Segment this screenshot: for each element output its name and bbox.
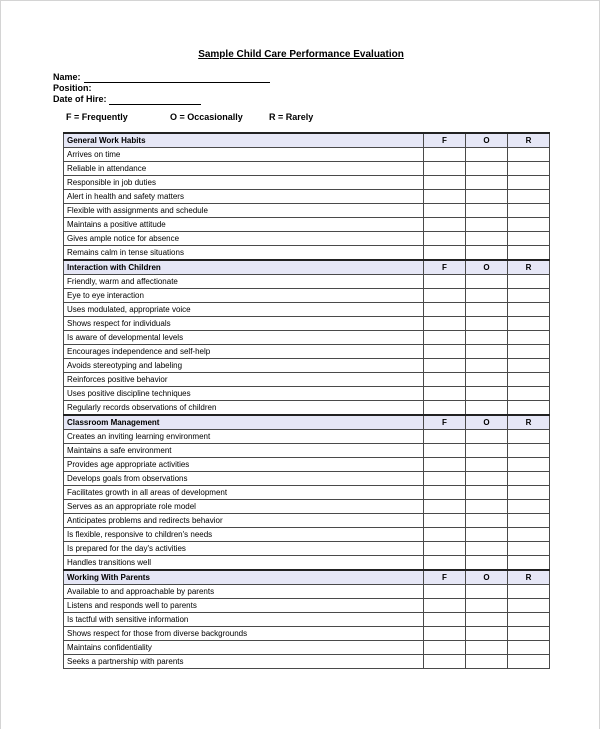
rating-cell[interactable] [424, 444, 466, 458]
rating-cell[interactable] [424, 599, 466, 613]
criterion-label: Is aware of developmental levels [64, 331, 424, 345]
rating-cell[interactable] [466, 345, 508, 359]
criterion-label: Listens and responds well to parents [64, 599, 424, 613]
position-label: Position: [53, 83, 92, 93]
column-header: O [466, 415, 508, 430]
legend-rarely: R = Rarely [269, 112, 314, 122]
table-row [64, 317, 550, 331]
hire-date-label: Date of Hire: [53, 94, 107, 104]
table-row [64, 303, 550, 317]
rating-cell[interactable] [466, 458, 508, 472]
table-row [64, 176, 550, 190]
rating-cell[interactable] [466, 542, 508, 556]
criterion-label: Friendly, warm and affectionate [64, 275, 424, 289]
rating-cell[interactable] [466, 514, 508, 528]
rating-cell[interactable] [424, 542, 466, 556]
rating-cell[interactable] [508, 458, 550, 472]
rating-cell[interactable] [508, 542, 550, 556]
rating-cell[interactable] [424, 232, 466, 246]
table-row [64, 613, 550, 627]
table-row [64, 500, 550, 514]
rating-cell[interactable] [424, 204, 466, 218]
table-row [64, 641, 550, 655]
rating-cell[interactable] [466, 232, 508, 246]
rating-cell[interactable] [424, 162, 466, 176]
rating-cell[interactable] [424, 514, 466, 528]
rating-cell[interactable] [424, 275, 466, 289]
table-row [64, 387, 550, 401]
table-row [64, 627, 550, 641]
name-label: Name: [53, 72, 81, 82]
column-header: R [508, 133, 550, 148]
rating-cell[interactable] [424, 585, 466, 599]
rating-cell[interactable] [424, 430, 466, 444]
table-row [64, 373, 550, 387]
table-row [64, 246, 550, 261]
rating-cell[interactable] [466, 585, 508, 599]
table-row [64, 190, 550, 204]
rating-cell[interactable] [508, 345, 550, 359]
criterion-label: Remains calm in tense situations [64, 246, 424, 261]
table-row [64, 345, 550, 359]
criterion-label: Is flexible, responsive to children's needs [64, 528, 424, 542]
rating-cell[interactable] [466, 627, 508, 641]
rating-cell[interactable] [424, 401, 466, 416]
rating-cell[interactable] [424, 387, 466, 401]
column-header: O [466, 260, 508, 275]
rating-cell[interactable] [508, 613, 550, 627]
rating-cell[interactable] [508, 303, 550, 317]
column-header: R [508, 260, 550, 275]
criterion-label: Arrives on time [64, 148, 424, 162]
rating-cell[interactable] [424, 500, 466, 514]
rating-cell[interactable] [508, 599, 550, 613]
hire-date-field [53, 94, 270, 105]
column-header: R [508, 415, 550, 430]
rating-cell[interactable] [508, 218, 550, 232]
rating-cell[interactable] [424, 176, 466, 190]
name-field [53, 72, 270, 83]
rating-cell[interactable] [466, 190, 508, 204]
rating-cell[interactable] [424, 303, 466, 317]
rating-cell[interactable] [508, 162, 550, 176]
criterion-label: Maintains a positive attitude [64, 218, 424, 232]
section-heading: Classroom Management [64, 415, 424, 430]
rating-cell[interactable] [466, 486, 508, 500]
rating-cell[interactable] [466, 289, 508, 303]
criterion-label: Regularly records observations of children [64, 401, 424, 416]
rating-cell[interactable] [508, 176, 550, 190]
table-row [64, 599, 550, 613]
rating-cell[interactable] [508, 190, 550, 204]
criterion-label: Maintains confidentiality [64, 641, 424, 655]
rating-cell[interactable] [508, 472, 550, 486]
rating-cell[interactable] [466, 599, 508, 613]
rating-cell[interactable] [424, 359, 466, 373]
rating-cell[interactable] [508, 317, 550, 331]
criterion-label: Provides age appropriate activities [64, 458, 424, 472]
column-header: R [508, 570, 550, 585]
criterion-label: Maintains a safe environment [64, 444, 424, 458]
table-row [64, 401, 550, 416]
rating-cell[interactable] [508, 359, 550, 373]
table-row [64, 148, 550, 162]
criterion-label: Is prepared for the day's activities [64, 542, 424, 556]
rating-cell[interactable] [424, 331, 466, 345]
rating-cell[interactable] [424, 655, 466, 669]
column-header: O [466, 570, 508, 585]
criterion-label: Uses modulated, appropriate voice [64, 303, 424, 317]
criterion-label: Gives ample notice for absence [64, 232, 424, 246]
section-heading: General Work Habits [64, 133, 424, 148]
rating-cell[interactable] [466, 176, 508, 190]
table-row [64, 430, 550, 444]
rating-cell[interactable] [466, 373, 508, 387]
criterion-label: Develops goals from observations [64, 472, 424, 486]
table-row [64, 514, 550, 528]
rating-cell[interactable] [424, 641, 466, 655]
evaluation-table [63, 132, 550, 669]
rating-cell[interactable] [508, 387, 550, 401]
criterion-label: Facilitates growth in all areas of development [64, 486, 424, 500]
rating-cell[interactable] [424, 472, 466, 486]
rating-cell[interactable] [466, 275, 508, 289]
rating-cell[interactable] [508, 556, 550, 571]
rating-cell[interactable] [466, 401, 508, 416]
criterion-label: Shows respect for individuals [64, 317, 424, 331]
column-header: O [466, 133, 508, 148]
rating-cell[interactable] [508, 627, 550, 641]
section-heading: Working With Parents [64, 570, 424, 585]
section-header [64, 133, 550, 148]
rating-cell[interactable] [424, 289, 466, 303]
rating-cell[interactable] [508, 500, 550, 514]
criterion-label: Reinforces positive behavior [64, 373, 424, 387]
rating-cell[interactable] [466, 148, 508, 162]
criterion-label: Is tactful with sensitive information [64, 613, 424, 627]
table-row [64, 232, 550, 246]
rating-cell[interactable] [424, 458, 466, 472]
rating-cell[interactable] [466, 556, 508, 571]
criterion-label: Anticipates problems and redirects behavior [64, 514, 424, 528]
table-row [64, 275, 550, 289]
rating-cell[interactable] [466, 387, 508, 401]
rating-cell[interactable] [424, 613, 466, 627]
rating-cell[interactable] [508, 528, 550, 542]
rating-cell[interactable] [466, 655, 508, 669]
column-header: F [424, 570, 466, 585]
rating-cell[interactable] [466, 430, 508, 444]
rating-cell[interactable] [508, 514, 550, 528]
table-row [64, 585, 550, 599]
rating-cell[interactable] [424, 528, 466, 542]
criterion-label: Uses positive discipline techniques [64, 387, 424, 401]
rating-cell[interactable] [466, 303, 508, 317]
rating-cell[interactable] [466, 528, 508, 542]
table-row [64, 486, 550, 500]
name-line[interactable] [84, 74, 270, 83]
table-row [64, 556, 550, 571]
rating-cell[interactable] [424, 486, 466, 500]
rating-cell[interactable] [424, 345, 466, 359]
rating-cell[interactable] [508, 655, 550, 669]
criterion-label: Encourages independence and self-help [64, 345, 424, 359]
rating-cell[interactable] [466, 317, 508, 331]
rating-cell[interactable] [424, 148, 466, 162]
section-header [64, 415, 550, 430]
rating-cell[interactable] [466, 246, 508, 261]
rating-cell[interactable] [508, 246, 550, 261]
table-row [64, 162, 550, 176]
rating-cell[interactable] [424, 556, 466, 571]
table-row [64, 289, 550, 303]
criterion-label: Shows respect for those from diverse backgrounds [64, 627, 424, 641]
table-row [64, 204, 550, 218]
rating-cell[interactable] [508, 585, 550, 599]
criterion-label: Alert in health and safety matters [64, 190, 424, 204]
legend-frequently: F = Frequently [66, 112, 128, 122]
rating-cell[interactable] [466, 500, 508, 514]
column-header: F [424, 133, 466, 148]
table-row [64, 472, 550, 486]
criterion-label: Flexible with assignments and schedule [64, 204, 424, 218]
criterion-label: Serves as an appropriate role model [64, 500, 424, 514]
hire-date-line[interactable] [109, 96, 201, 105]
rating-cell[interactable] [424, 246, 466, 261]
rating-cell[interactable] [466, 162, 508, 176]
rating-cell[interactable] [466, 359, 508, 373]
rating-cell[interactable] [424, 317, 466, 331]
rating-cell[interactable] [424, 373, 466, 387]
rating-cell[interactable] [424, 627, 466, 641]
criterion-label: Available to and approachable by parents [64, 585, 424, 599]
table-row [64, 458, 550, 472]
document-title: Sample Child Care Performance Evaluation [198, 49, 404, 60]
table-row [64, 359, 550, 373]
employee-info [53, 72, 270, 105]
criterion-label: Responsible in job duties [64, 176, 424, 190]
rating-cell[interactable] [466, 641, 508, 655]
rating-cell[interactable] [508, 148, 550, 162]
rating-cell[interactable] [466, 331, 508, 345]
rating-cell[interactable] [508, 331, 550, 345]
criterion-label: Avoids stereotyping and labeling [64, 359, 424, 373]
table-row [64, 655, 550, 669]
criterion-label: Seeks a partnership with parents [64, 655, 424, 669]
rating-cell[interactable] [508, 401, 550, 416]
legend-occasionally: O = Occasionally [170, 112, 243, 122]
criterion-label: Reliable in attendance [64, 162, 424, 176]
rating-cell[interactable] [466, 613, 508, 627]
rating-cell[interactable] [508, 275, 550, 289]
rating-cell[interactable] [508, 289, 550, 303]
section-heading: Interaction with Children [64, 260, 424, 275]
rating-cell[interactable] [508, 232, 550, 246]
rating-cell[interactable] [508, 486, 550, 500]
rating-cell[interactable] [508, 373, 550, 387]
rating-cell[interactable] [466, 472, 508, 486]
table-row [64, 331, 550, 345]
rating-cell[interactable] [508, 444, 550, 458]
rating-cell[interactable] [508, 430, 550, 444]
position-field [53, 83, 270, 94]
rating-cell[interactable] [466, 204, 508, 218]
rating-cell[interactable] [466, 218, 508, 232]
rating-cell[interactable] [424, 218, 466, 232]
section-header [64, 570, 550, 585]
column-header: F [424, 260, 466, 275]
criterion-label: Eye to eye interaction [64, 289, 424, 303]
rating-cell[interactable] [508, 641, 550, 655]
column-header: F [424, 415, 466, 430]
table-row [64, 542, 550, 556]
section-header [64, 260, 550, 275]
table-row [64, 218, 550, 232]
criterion-label: Handles transitions well [64, 556, 424, 571]
rating-cell[interactable] [508, 204, 550, 218]
criterion-label: Creates an inviting learning environment [64, 430, 424, 444]
table-row [64, 444, 550, 458]
rating-cell[interactable] [424, 190, 466, 204]
table-row [64, 528, 550, 542]
rating-cell[interactable] [466, 444, 508, 458]
